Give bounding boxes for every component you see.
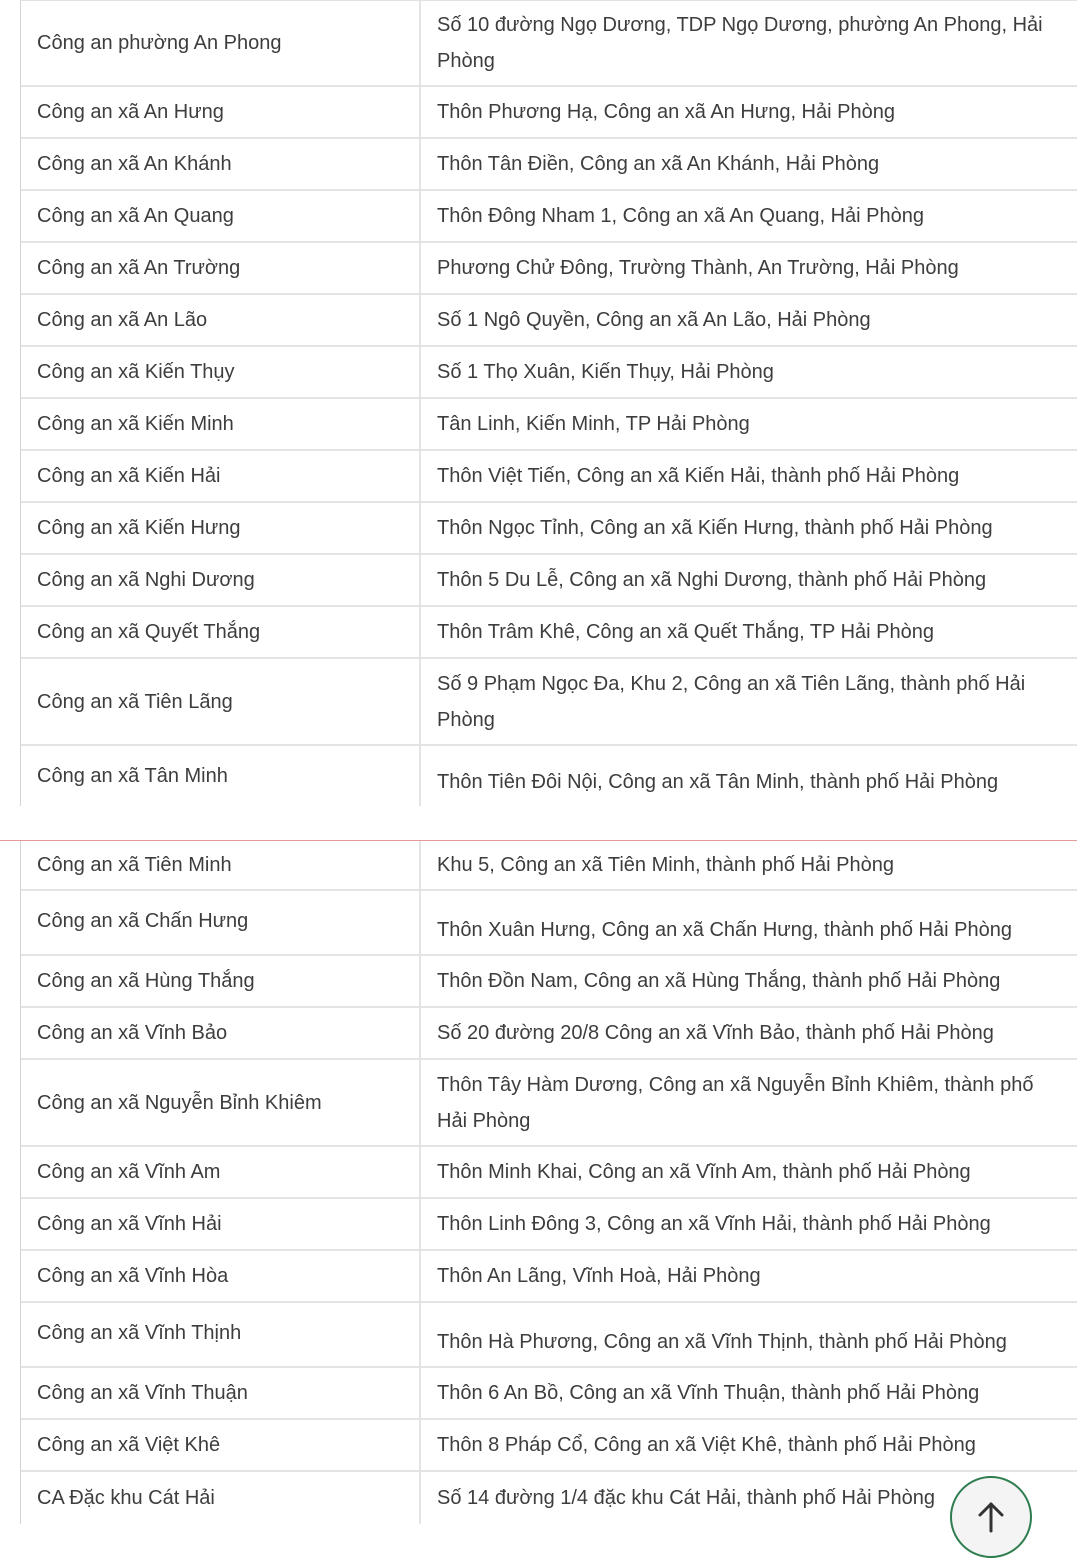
- station-name: Công an phường An Phong: [21, 1, 421, 85]
- station-name: Công an xã Vĩnh Hòa: [21, 1251, 421, 1301]
- station-address: Thôn 5 Du Lễ, Công an xã Nghi Dương, thành phố Hải Phòng: [437, 569, 987, 591]
- police-address-table-bottom: [20, 841, 1077, 1524]
- station-name: Công an xã Nguyễn Bỉnh Khiêm: [21, 1060, 421, 1145]
- station-name: Công an xã Vĩnh Hải: [21, 1199, 421, 1249]
- station-address: Thôn Hà Phương, Công an xã Vĩnh Thịnh, thành phố Hải Phòng: [437, 1331, 1007, 1353]
- station-name: Công an xã Vĩnh Thuận: [21, 1368, 421, 1418]
- station-name: Công an xã Hùng Thắng: [21, 956, 421, 1006]
- station-name: Công an xã An Lão: [21, 295, 421, 345]
- table-row: [21, 1060, 1077, 1147]
- station-name: Công an xã Tân Minh: [21, 746, 421, 806]
- station-address: Thôn 8 Pháp Cổ, Công an xã Việt Khê, thành phố Hải Phòng: [437, 1434, 976, 1456]
- police-address-table-top: [20, 0, 1077, 806]
- station-address: Thôn An Lãng, Vĩnh Hoà, Hải Phòng: [437, 1265, 761, 1287]
- station-name: Công an xã Quyết Thắng: [21, 607, 421, 657]
- station-name: Công an xã Tiên Minh: [21, 841, 421, 889]
- station-address: Phương Chử Đông, Trường Thành, An Trường, Hải Phòng: [437, 257, 959, 279]
- station-address: Thôn Trâm Khê, Công an xã Quết Thắng, TP Hải Phòng: [437, 621, 934, 643]
- station-address: Thôn Linh Đông 3, Công an xã Vĩnh Hải, thành phố Hải Phòng: [437, 1213, 991, 1235]
- station-name: Công an xã Vĩnh Bảo: [21, 1008, 421, 1058]
- station-address: Thôn Tân Điền, Công an xã An Khánh, Hải Phòng: [437, 153, 880, 175]
- station-name: Công an xã An Khánh: [21, 139, 421, 189]
- table-row: [21, 1420, 1077, 1472]
- table-row: [21, 607, 1077, 659]
- station-name: Công an xã Nghi Dương: [21, 555, 421, 605]
- station-address: Thôn Việt Tiến, Công an xã Kiến Hải, thành phố Hải Phòng: [437, 465, 960, 487]
- table-row: [21, 347, 1077, 399]
- table-row: [21, 295, 1077, 347]
- station-address: Thôn Ngọc Tỉnh, Công an xã Kiến Hưng, thành phố Hải Phòng: [437, 517, 993, 539]
- table-row: [21, 1, 1077, 87]
- table-row: [21, 503, 1077, 555]
- station-address: Thôn 6 An Bồ, Công an xã Vĩnh Thuận, thành phố Hải Phòng: [437, 1382, 980, 1404]
- table-row: [21, 1472, 1077, 1524]
- station-address: Tân Linh, Kiến Minh, TP Hải Phòng: [437, 413, 750, 435]
- station-address: Thôn Phương Hạ, Công an xã An Hưng, Hải Phòng: [437, 101, 895, 123]
- table-row: [21, 1147, 1077, 1199]
- table-row: [21, 243, 1077, 295]
- table-row: [21, 956, 1077, 1008]
- station-address: Thôn Tiên Đôi Nội, Công an xã Tân Minh, thành phố Hải Phòng: [437, 771, 999, 793]
- station-address: Số 1 Ngô Quyền, Công an xã An Lão, Hải Phòng: [437, 309, 871, 331]
- table-row: [21, 1303, 1077, 1368]
- station-address: Thôn Xuân Hưng, Công an xã Chấn Hưng, thành phố Hải Phòng: [437, 919, 1012, 941]
- station-name: Công an xã Việt Khê: [21, 1420, 421, 1470]
- arrow-up-icon: [971, 1497, 1011, 1537]
- station-address: Số 14 đường 1/4 đặc khu Cát Hải, thành phố Hải Phòng: [437, 1487, 935, 1509]
- station-name: Công an xã Kiến Thụy: [21, 347, 421, 397]
- table-row: [21, 1368, 1077, 1420]
- station-address: Thôn Đông Nham 1, Công an xã An Quang, Hải Phòng: [437, 205, 924, 227]
- station-address: Thôn Đồn Nam, Công an xã Hùng Thắng, thành phố Hải Phòng: [437, 970, 1001, 992]
- station-address: Số 10 đường Ngọ Dương, TDP Ngọ Dương, phường An Phong, Hải Phòng: [437, 14, 1043, 72]
- table-row: [21, 1008, 1077, 1060]
- station-address: Số 9 Phạm Ngọc Đa, Khu 2, Công an xã Tiên Lãng, thành phố Hải Phòng: [437, 672, 1026, 731]
- table-row: [21, 87, 1077, 139]
- station-name: Công an xã An Quang: [21, 191, 421, 241]
- table-row: [21, 451, 1077, 503]
- station-name: Công an xã Vĩnh Thịnh: [21, 1303, 421, 1366]
- table-row: [21, 191, 1077, 243]
- station-name: Công an xã Vĩnh Am: [21, 1147, 421, 1197]
- station-name: Công an xã Kiến Hải: [21, 451, 421, 501]
- station-name: Công an xã An Trường: [21, 243, 421, 293]
- table-row: [21, 139, 1077, 191]
- station-name: Công an xã Kiến Minh: [21, 399, 421, 449]
- table-row: [21, 1251, 1077, 1303]
- station-name: Công an xã Chấn Hưng: [21, 891, 421, 954]
- table-row: [21, 841, 1077, 891]
- table-row: [21, 1199, 1077, 1251]
- station-address: Số 1 Thọ Xuân, Kiến Thụy, Hải Phòng: [437, 361, 774, 383]
- station-name: CA Đặc khu Cát Hải: [21, 1472, 421, 1524]
- table-row: [21, 746, 1077, 806]
- station-address: Thôn Tây Hàm Dương, Công an xã Nguyễn Bỉnh Khiêm, thành phố Hải Phòng: [437, 1073, 1034, 1132]
- table-row: [21, 659, 1077, 746]
- station-name: Công an xã Kiến Hưng: [21, 503, 421, 553]
- station-address: Khu 5, Công an xã Tiên Minh, thành phố Hải Phòng: [437, 854, 894, 876]
- scroll-to-top-button[interactable]: [950, 1476, 1032, 1558]
- station-name: Công an xã An Hưng: [21, 87, 421, 137]
- table-row: [21, 399, 1077, 451]
- station-address: Thôn Minh Khai, Công an xã Vĩnh Am, thành phố Hải Phòng: [437, 1161, 971, 1183]
- station-address: Số 20 đường 20/8 Công an xã Vĩnh Bảo, thành phố Hải Phòng: [437, 1022, 994, 1044]
- table-row: [21, 891, 1077, 956]
- table-row: [21, 555, 1077, 607]
- station-name: Công an xã Tiên Lãng: [21, 659, 421, 744]
